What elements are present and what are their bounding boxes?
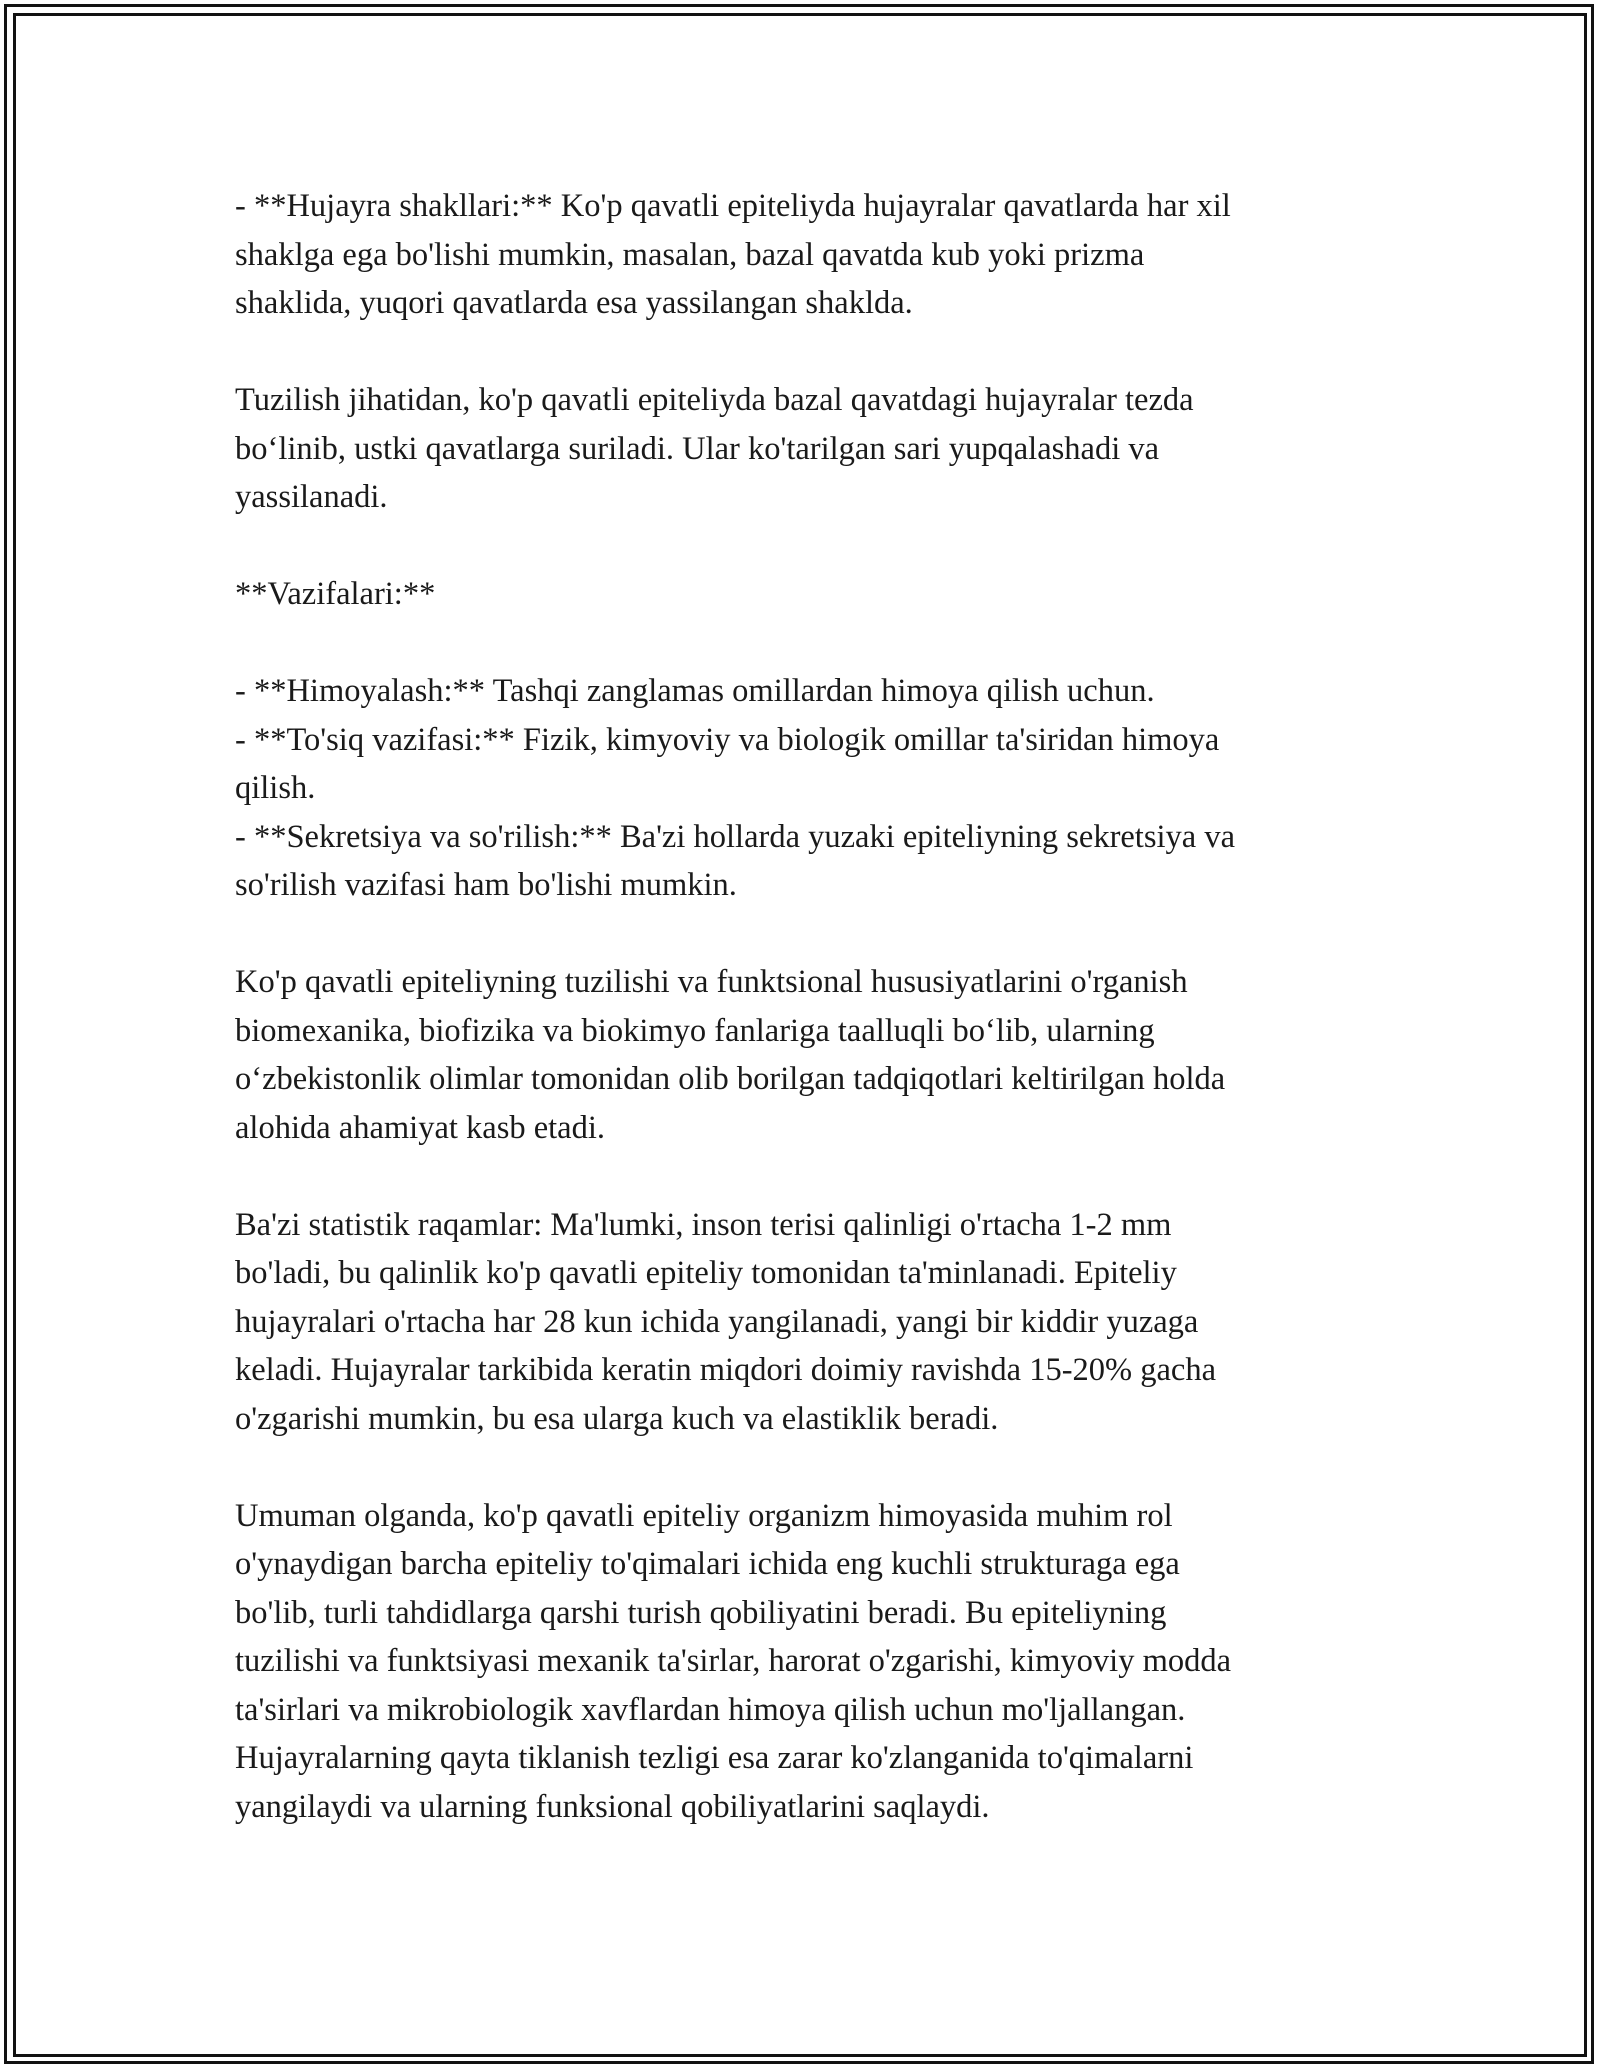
section-heading: **Vazifalari:**	[235, 576, 436, 612]
list-item: - **Sekretsiya va so'rilish:** Ba'zi hollarda yuzaki epiteliyning sekretsiya va	[235, 818, 1235, 855]
text-line: bo'ladi, bu qalinlik ko'p qavatli epiteliy tomonidan ta'minlanadi. Epiteliy	[235, 1255, 1177, 1291]
text-line: Hujayralarning qayta tiklanish tezligi esa zarar ko'zlanganida to'qimalarni	[235, 1740, 1194, 1776]
text-line: Ba'zi statistik raqamlar: Ma'lumki, inson terisi qalinligi o'rtacha 1-2 mm	[235, 1206, 1172, 1243]
text-line: - **Hujayra shakllari:** Ko'p qavatli epiteliyda hujayralar qavatlarda har xil	[235, 188, 1231, 224]
paragraph-cell-shapes	[235, 182, 1385, 328]
list-item-continuation: qilish.	[235, 770, 316, 806]
text-line: biomexanika, biofizika va biokimyo fanlariga taalluqli bo‘lib, ularning	[235, 1012, 1155, 1049]
text-line: o'zgarishi mumkin, bu esa ularga kuch va elastiklik beradi.	[235, 1400, 999, 1437]
text-line: bo‘linib, ustki qavatlarga suriladi. Ular ko'tarilgan sari yupqalashadi va	[235, 430, 1160, 467]
paragraph-statistics	[235, 1201, 1385, 1444]
text-line: ta'sirlari va mikrobiologik xavflardan himoya qilish uchun mo'ljallangan.	[235, 1691, 1186, 1728]
text-line: Umuman olganda, ko'p qavatli epiteliy organizm himoyasida muhim rol	[235, 1497, 1173, 1534]
functions-list	[235, 667, 1385, 910]
text-line: o‘zbekistonlik olimlar tomonidan olib borilgan tadqiqotlari keltirilgan holda	[235, 1061, 1226, 1097]
text-line: shaklga ega bo'lishi mumkin, masalan, bazal qavatda kub yoki prizma	[235, 236, 1145, 273]
text-line: alohida ahamiyat kasb etadi.	[235, 1109, 606, 1146]
paragraph-research	[235, 958, 1385, 1152]
text-line: bo'lib, turli tahdidlarga qarshi turish qobiliyatini beradi. Bu epiteliyning	[235, 1594, 1167, 1631]
list-item: - **Himoyalash:** Tashqi zanglamas omillardan himoya qilish uchun.	[235, 673, 1155, 709]
document-body	[235, 182, 1385, 1880]
paragraph-conclusion	[235, 1492, 1385, 1832]
text-line: yangilaydi va ularning funksional qobiliyatlarini saqlaydi.	[235, 1788, 990, 1825]
text-line: o'ynaydigan barcha epiteliy to'qimalari ichida eng kuchli strukturaga ega	[235, 1546, 1180, 1582]
list-item: - **To'siq vazifasi:** Fizik, kimyoviy va biologik omillar ta'siridan himoya	[235, 721, 1220, 758]
text-line: yassilanadi.	[235, 479, 388, 515]
section-heading-functions	[235, 570, 1385, 619]
text-line: keladi. Hujayralar tarkibida keratin miqdori doimiy ravishda 15-20% gacha	[235, 1352, 1216, 1388]
text-line: tuzilishi va funktsiyasi mexanik ta'sirlar, harorat o'zgarishi, kimyoviy modda	[235, 1643, 1232, 1679]
text-line: Tuzilish jihatidan, ko'p qavatli epiteliyda bazal qavatdagi hujayralar tezda	[235, 382, 1194, 418]
list-item-continuation: so'rilish vazifasi ham bo'lishi mumkin.	[235, 867, 737, 903]
text-line: shaklida, yuqori qavatlarda esa yassilangan shaklda.	[235, 285, 913, 321]
text-line: Ko'p qavatli epiteliyning tuzilishi va funktsional hususiyatlarini o'rganish	[235, 964, 1188, 1000]
paragraph-structure	[235, 376, 1385, 522]
text-line: hujayralari o'rtacha har 28 kun ichida yangilanadi, yangi bir kiddir yuzaga	[235, 1303, 1199, 1340]
